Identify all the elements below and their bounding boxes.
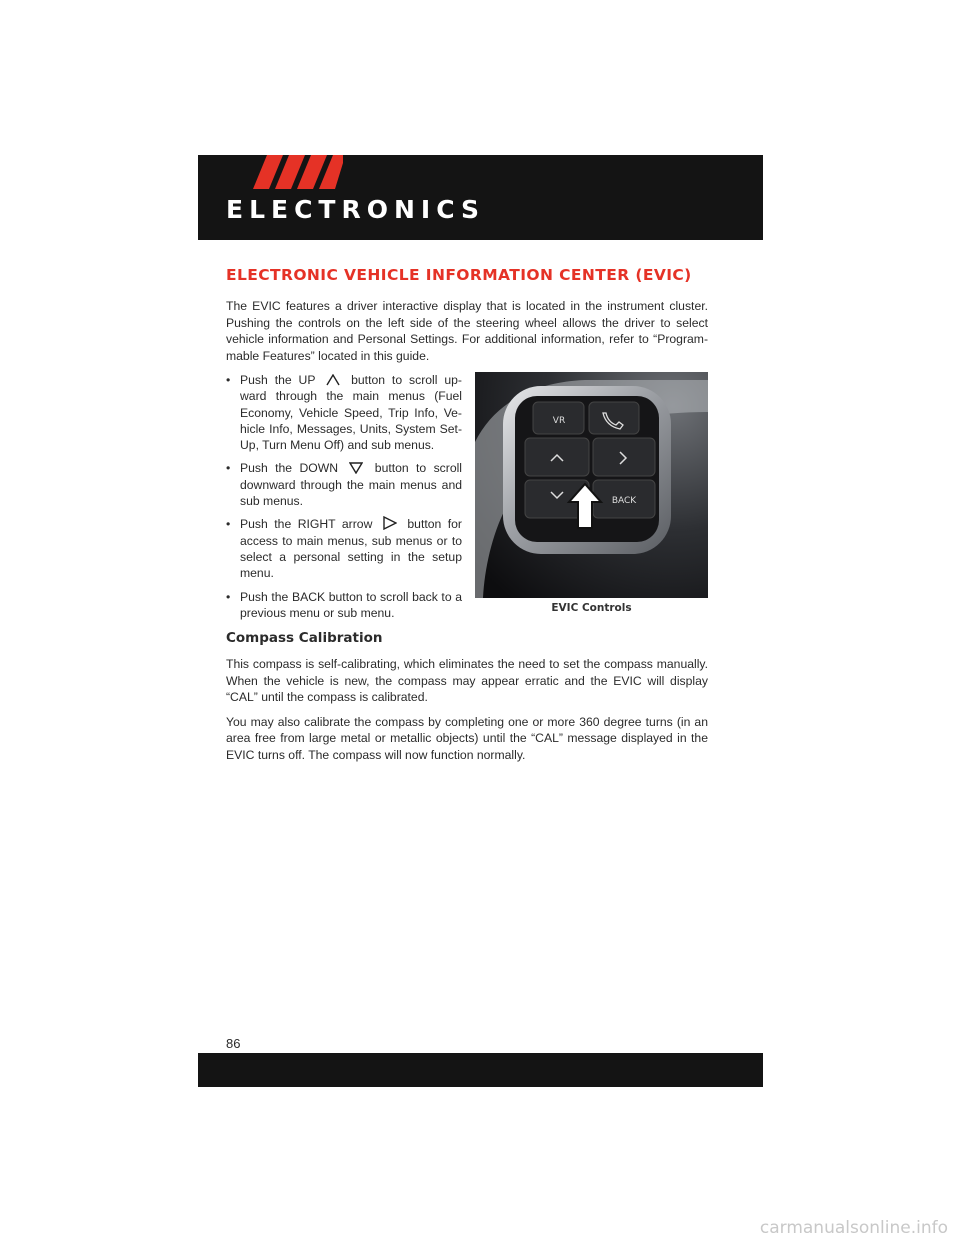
bullet-back-text: Push the BACK button to scroll back to a previous menu or sub menu. <box>240 589 462 620</box>
svg-text:VR: VR <box>552 416 566 426</box>
bullet-right <box>226 516 462 581</box>
intro-paragraph: The EVIC features a driver interactive display that is located in the instrument cluster. Pushing the controls on the left side of the steering wheel allows the driver to select vehicle information and Personal Settings. For additional information, refer to “Program-mable Features” located in this guide. <box>226 299 708 363</box>
stripes-logo <box>253 155 343 189</box>
compass-paragraph-1: This compass is self-calibrating, which eliminates the need to set the compass manually. When the vehicle is new, the compass may appear erratic and the EVIC will display “CAL” until the compass is calibrated. <box>226 657 708 704</box>
down-arrow-icon <box>349 462 363 474</box>
bullet-down-before: Push the DOWN <box>240 461 339 476</box>
evic-controls-figure <box>475 372 708 614</box>
footer-band <box>198 1053 763 1087</box>
bullet-up-before: Push the UP <box>240 373 316 387</box>
bullet-right-after: button for access to main menus, sub menus or to select a personal setting in the setup menu. <box>240 517 462 581</box>
compass-heading: Compass Calibration <box>226 630 383 646</box>
right-arrow-icon <box>383 516 397 530</box>
page-title: ELECTRONIC VEHICLE INFORMATION CENTER (EVIC) <box>226 266 692 284</box>
bullet-back <box>226 589 462 622</box>
bullet-down <box>226 460 462 509</box>
section-header-band <box>198 155 763 240</box>
bullet-list <box>226 372 462 628</box>
bullet-right-before: Push the RIGHT arrow <box>240 517 373 532</box>
page-number: 86 <box>226 1036 241 1051</box>
figure-caption: EVIC Controls <box>551 602 632 614</box>
bullet-up-after: button to scroll up-ward through the main menus (Fuel Economy, Vehicle Speed, Trip Info, Ve-hicle Info, Messages, Units, System Set-Up, Turn Menu Off) and sub menus. <box>240 373 462 453</box>
up-arrow-icon <box>326 374 340 386</box>
section-title: ELECTRONICS <box>226 195 486 224</box>
controls-section <box>226 372 708 626</box>
bullet-up <box>226 372 462 453</box>
bullet-down-after: button to scroll downward through the main menus and sub menus. <box>240 461 463 509</box>
watermark: carmanualsonline.info <box>759 1218 948 1238</box>
main-content <box>226 266 708 771</box>
svg-text:BACK: BACK <box>611 496 637 506</box>
compass-paragraph-2: You may also calibrate the compass by completing one or more 360 degree turns (in an area free from large metal or metallic objects) until the “CAL” message displayed in the EVIC turns off. The compass will now function normally. <box>226 714 708 762</box>
evic-controls-photo <box>475 372 708 598</box>
